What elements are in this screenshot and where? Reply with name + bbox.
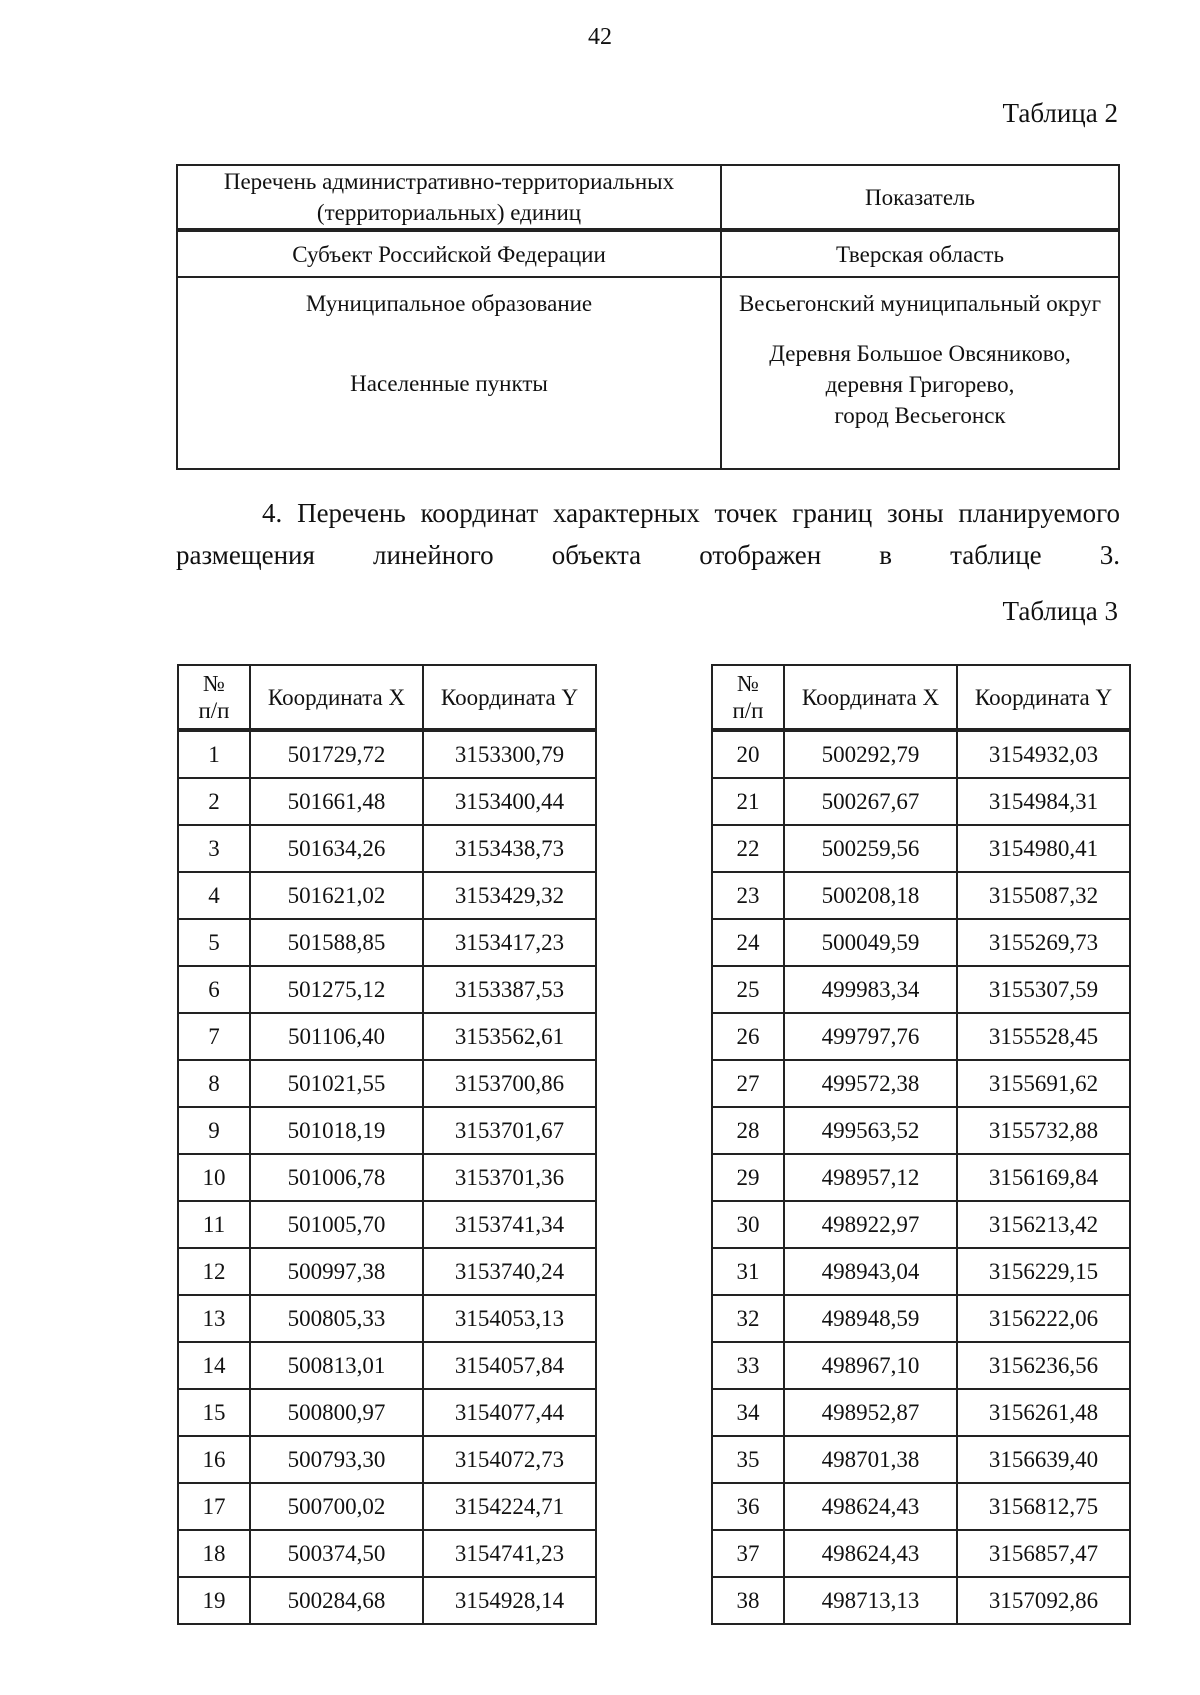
table3-cell-number: 15 xyxy=(178,1389,250,1436)
table3-cell-number: 19 xyxy=(178,1577,250,1624)
table3-cell-number: 24 xyxy=(712,919,784,966)
table3-cell-number: 21 xyxy=(712,778,784,825)
table3-cell-y: 3153400,44 xyxy=(423,778,596,825)
table3-cell-number: 18 xyxy=(178,1530,250,1577)
table3-row xyxy=(178,1013,596,1060)
table3-cell-y: 3154932,03 xyxy=(957,730,1130,778)
table3-row xyxy=(178,1483,596,1530)
table3-row xyxy=(712,730,1130,778)
table3-row xyxy=(178,1107,596,1154)
table2-cell: Муниципальное образование xyxy=(177,277,721,338)
table3-cell-number: 6 xyxy=(178,966,250,1013)
table3-cell-x: 498957,12 xyxy=(784,1154,957,1201)
table3-cell-x: 498948,59 xyxy=(784,1295,957,1342)
table3-row xyxy=(178,1530,596,1577)
table3-row xyxy=(178,966,596,1013)
table3-cell-y: 3154928,14 xyxy=(423,1577,596,1624)
table3-cell-number: 1 xyxy=(178,730,250,778)
table3-header-y: Координата Y xyxy=(957,665,1130,730)
table2-cell: Населенные пункты xyxy=(177,338,721,469)
table3-row xyxy=(712,1342,1130,1389)
table3-row xyxy=(712,1013,1130,1060)
table3-row xyxy=(712,1201,1130,1248)
table3-cell-number: 32 xyxy=(712,1295,784,1342)
table3-row xyxy=(178,872,596,919)
table3-cell-y: 3154224,71 xyxy=(423,1483,596,1530)
table3-cell-x: 501275,12 xyxy=(250,966,423,1013)
table3-cell-y: 3154077,44 xyxy=(423,1389,596,1436)
table3-cell-y: 3155691,62 xyxy=(957,1060,1130,1107)
section-paragraph: 4. Перечень координат характерных точек границ зоны планируемого размещения линейного объекта отображен в таблице 3. xyxy=(176,498,1120,570)
table2-row xyxy=(177,230,1119,277)
table3-cell-number: 30 xyxy=(712,1201,784,1248)
table3-cell-x: 500267,67 xyxy=(784,778,957,825)
table3-cell-x: 498922,97 xyxy=(784,1201,957,1248)
table2-caption: Таблица 2 xyxy=(1002,98,1118,128)
table3-cell-y: 3156261,48 xyxy=(957,1389,1130,1436)
table3-cell-number: 16 xyxy=(178,1436,250,1483)
table3-row xyxy=(178,1295,596,1342)
table3-row xyxy=(712,1530,1130,1577)
table3-cell-y: 3156229,15 xyxy=(957,1248,1130,1295)
table3-cell-number: 11 xyxy=(178,1201,250,1248)
table3-cell-x: 498952,87 xyxy=(784,1389,957,1436)
table3-row xyxy=(712,1248,1130,1295)
table3-cell-x: 500813,01 xyxy=(250,1342,423,1389)
table3-cell-number: 22 xyxy=(712,825,784,872)
table3-cell-y: 3153701,36 xyxy=(423,1154,596,1201)
table3-cell-number: 9 xyxy=(178,1107,250,1154)
table3-cell-x: 498967,10 xyxy=(784,1342,957,1389)
table3-cell-y: 3154741,23 xyxy=(423,1530,596,1577)
table3-cell-y: 3154053,13 xyxy=(423,1295,596,1342)
table3-header-row xyxy=(178,665,596,730)
table3-cell-y: 3156639,40 xyxy=(957,1436,1130,1483)
table3-cell-x: 500793,30 xyxy=(250,1436,423,1483)
table3-cell-y: 3153700,86 xyxy=(423,1060,596,1107)
table3-row xyxy=(712,872,1130,919)
table3-cell-number: 4 xyxy=(178,872,250,919)
page-number: 42 xyxy=(588,24,612,50)
table3-cell-number: 26 xyxy=(712,1013,784,1060)
table3-cell-number: 10 xyxy=(178,1154,250,1201)
table3-cell-number: 25 xyxy=(712,966,784,1013)
table2-cell: Субъект Российской Федерации xyxy=(177,230,721,277)
table3-cell-x: 500049,59 xyxy=(784,919,957,966)
table3-cell-x: 499797,76 xyxy=(784,1013,957,1060)
table3-row xyxy=(178,1248,596,1295)
table3-row xyxy=(178,825,596,872)
table2-header-indicator: Показатель xyxy=(721,165,1119,230)
table3-cell-y: 3157092,86 xyxy=(957,1577,1130,1624)
table3-row xyxy=(178,1577,596,1624)
table3-header-number: № п/п xyxy=(712,665,784,730)
table3-cell-x: 500800,97 xyxy=(250,1389,423,1436)
table3-cell-y: 3154057,84 xyxy=(423,1342,596,1389)
table3-cell-y: 3153429,32 xyxy=(423,872,596,919)
table3-cell-y: 3155269,73 xyxy=(957,919,1130,966)
table3-row xyxy=(178,730,596,778)
table3-cell-x: 501005,70 xyxy=(250,1201,423,1248)
table3-row xyxy=(712,1483,1130,1530)
table2-row xyxy=(177,338,1119,469)
table3-cell-number: 23 xyxy=(712,872,784,919)
table3-cell-number: 37 xyxy=(712,1530,784,1577)
table3-caption: Таблица 3 xyxy=(1002,596,1118,626)
table3-cell-number: 38 xyxy=(712,1577,784,1624)
table3-row xyxy=(178,1201,596,1248)
table3-cell-number: 12 xyxy=(178,1248,250,1295)
table3-cell-x: 500805,33 xyxy=(250,1295,423,1342)
table3-cell-number: 20 xyxy=(712,730,784,778)
table3-row xyxy=(712,1389,1130,1436)
table3-cell-x: 499983,34 xyxy=(784,966,957,1013)
table3-cell-x: 500997,38 xyxy=(250,1248,423,1295)
table3-header-x: Координата X xyxy=(784,665,957,730)
table3-cell-y: 3155087,32 xyxy=(957,872,1130,919)
table3-cell-y: 3153300,79 xyxy=(423,730,596,778)
table3-cell-x: 501006,78 xyxy=(250,1154,423,1201)
table3-header-row xyxy=(712,665,1130,730)
table3-row xyxy=(712,1154,1130,1201)
table3-cell-number: 34 xyxy=(712,1389,784,1436)
table3-cell-x: 500284,68 xyxy=(250,1577,423,1624)
table3-cell-number: 27 xyxy=(712,1060,784,1107)
table2-header-units: Перечень административно-территориальных (территориальных) единиц xyxy=(177,165,721,230)
table3-cell-x: 501661,48 xyxy=(250,778,423,825)
table3-cell-y: 3156213,42 xyxy=(957,1201,1130,1248)
table3-cell-y: 3156857,47 xyxy=(957,1530,1130,1577)
table3-cell-y: 3153417,23 xyxy=(423,919,596,966)
table3-cell-x: 501729,72 xyxy=(250,730,423,778)
table3-cell-y: 3156812,75 xyxy=(957,1483,1130,1530)
table2-cell: Тверская область xyxy=(721,230,1119,277)
table3-cell-x: 500259,56 xyxy=(784,825,957,872)
table3-cell-x: 498943,04 xyxy=(784,1248,957,1295)
table3-cell-number: 28 xyxy=(712,1107,784,1154)
table3-cell-x: 501106,40 xyxy=(250,1013,423,1060)
table3-cell-y: 3156222,06 xyxy=(957,1295,1130,1342)
table3-cell-number: 2 xyxy=(178,778,250,825)
table3-cell-x: 498713,13 xyxy=(784,1577,957,1624)
table3-header-y: Координата Y xyxy=(423,665,596,730)
table3-cell-y: 3155307,59 xyxy=(957,966,1130,1013)
table3-cell-y: 3153438,73 xyxy=(423,825,596,872)
table3-row xyxy=(178,919,596,966)
table3-cell-x: 498624,43 xyxy=(784,1530,957,1577)
table3-row xyxy=(178,1342,596,1389)
table3-header-x: Координата X xyxy=(250,665,423,730)
table3-row xyxy=(712,1295,1130,1342)
table3-cell-number: 14 xyxy=(178,1342,250,1389)
table3-cell-y: 3156169,84 xyxy=(957,1154,1130,1201)
table3-row xyxy=(178,1436,596,1483)
table3-cell-y: 3154980,41 xyxy=(957,825,1130,872)
table3-right xyxy=(711,664,1131,1625)
table2-row xyxy=(177,277,1119,338)
table3-cell-y: 3156236,56 xyxy=(957,1342,1130,1389)
table2 xyxy=(176,164,1120,470)
table3-left xyxy=(177,664,597,1625)
table3-cell-number: 8 xyxy=(178,1060,250,1107)
table3-cell-number: 13 xyxy=(178,1295,250,1342)
table3-cell-x: 500292,79 xyxy=(784,730,957,778)
table3-cell-number: 36 xyxy=(712,1483,784,1530)
table2-cell-multiline: Деревня Большое Овсяниково, деревня Григорево, город Весьегонск xyxy=(721,338,1119,469)
table3-row xyxy=(178,778,596,825)
table3-cell-y: 3153562,61 xyxy=(423,1013,596,1060)
table3-row xyxy=(178,1060,596,1107)
table3-cell-number: 33 xyxy=(712,1342,784,1389)
table3-cell-x: 498624,43 xyxy=(784,1483,957,1530)
table3-cell-x: 500374,50 xyxy=(250,1530,423,1577)
table2-header-row xyxy=(177,165,1119,230)
table3-row xyxy=(712,825,1130,872)
table3-cell-x: 501018,19 xyxy=(250,1107,423,1154)
table3-cell-y: 3155528,45 xyxy=(957,1013,1130,1060)
table3-row xyxy=(712,919,1130,966)
table3-cell-number: 7 xyxy=(178,1013,250,1060)
table3-cell-y: 3154072,73 xyxy=(423,1436,596,1483)
table3-cell-number: 17 xyxy=(178,1483,250,1530)
table3-cell-number: 29 xyxy=(712,1154,784,1201)
table3-cell-y: 3153740,24 xyxy=(423,1248,596,1295)
table3-row xyxy=(712,1060,1130,1107)
table3-cell-x: 501621,02 xyxy=(250,872,423,919)
table2-cell: Весьегонский муниципальный округ xyxy=(721,277,1119,338)
table3-cell-y: 3153701,67 xyxy=(423,1107,596,1154)
table3-cell-x: 500700,02 xyxy=(250,1483,423,1530)
table3-cell-x: 501634,26 xyxy=(250,825,423,872)
table3-cell-x: 498701,38 xyxy=(784,1436,957,1483)
table3-cell-y: 3153387,53 xyxy=(423,966,596,1013)
table3-row xyxy=(712,778,1130,825)
table3-cell-y: 3154984,31 xyxy=(957,778,1130,825)
table3-cell-number: 5 xyxy=(178,919,250,966)
table3-cell-x: 499572,38 xyxy=(784,1060,957,1107)
table3-row xyxy=(712,1107,1130,1154)
table3-cell-number: 35 xyxy=(712,1436,784,1483)
table3-cell-x: 500208,18 xyxy=(784,872,957,919)
table3-row xyxy=(712,1577,1130,1624)
table3-row xyxy=(178,1389,596,1436)
table3-cell-number: 31 xyxy=(712,1248,784,1295)
table3-cell-y: 3155732,88 xyxy=(957,1107,1130,1154)
table3-cell-x: 499563,52 xyxy=(784,1107,957,1154)
table3-header-number: № п/п xyxy=(178,665,250,730)
table3-cell-x: 501021,55 xyxy=(250,1060,423,1107)
table3-cell-x: 501588,85 xyxy=(250,919,423,966)
table3-row xyxy=(178,1154,596,1201)
table3-cell-number: 3 xyxy=(178,825,250,872)
table3-cell-y: 3153741,34 xyxy=(423,1201,596,1248)
table3-row xyxy=(712,966,1130,1013)
table3-row xyxy=(712,1436,1130,1483)
